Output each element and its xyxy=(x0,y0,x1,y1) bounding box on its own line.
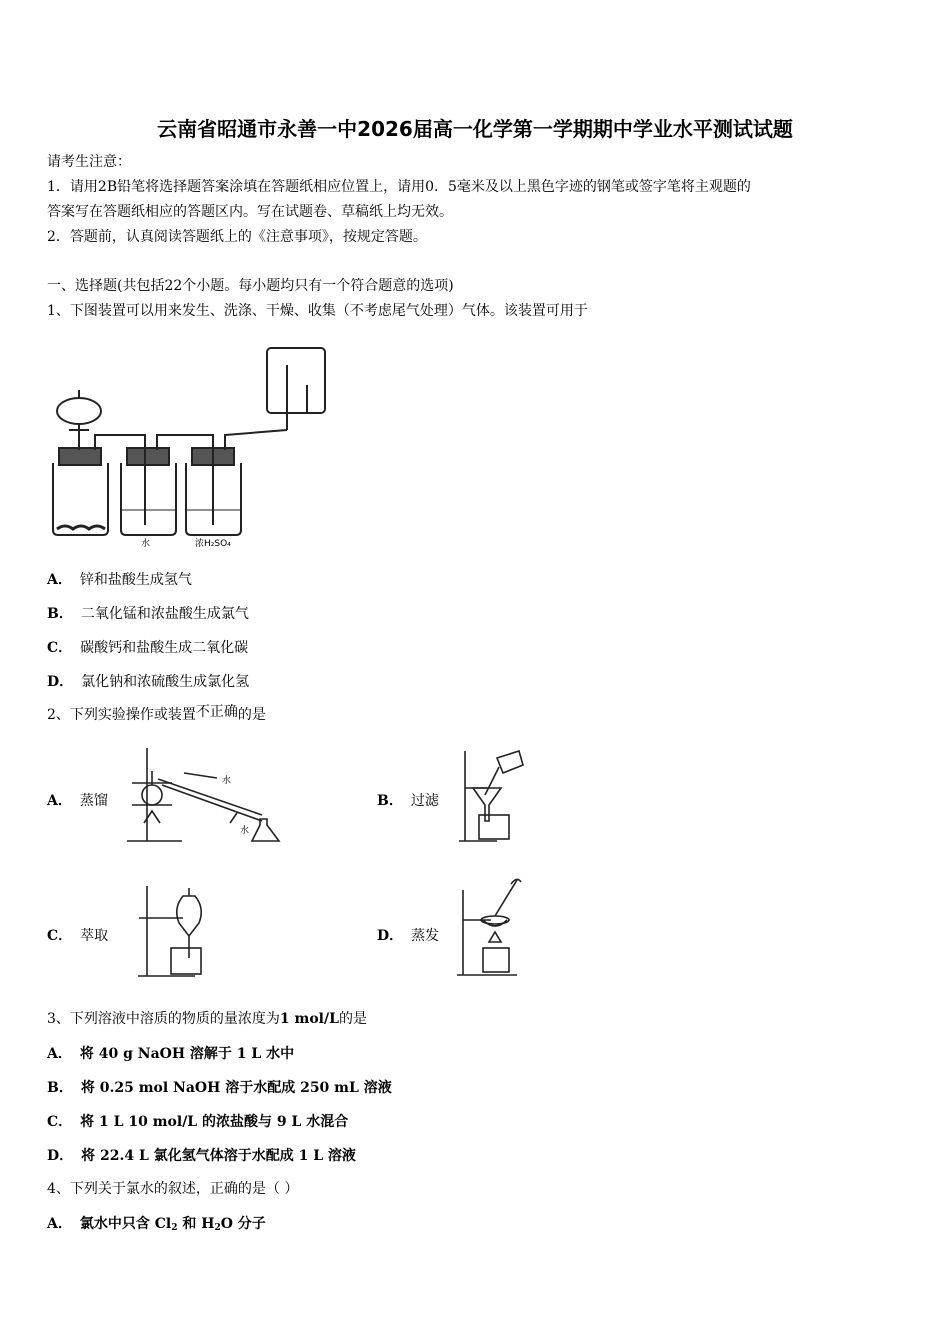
q3-option-c-text: 将 1 L 10 mol/L 的浓盐酸与 9 L 水混合 xyxy=(80,1114,349,1130)
q4-stem: 4、下列关于氯水的叙述，正确的是（ ） xyxy=(47,1181,299,1197)
q2-option-d-text: 蒸发 xyxy=(411,928,440,944)
q1-apparatus-figure xyxy=(45,345,335,550)
q2-distillation-figure xyxy=(122,743,287,848)
q2-option-d-label: D． xyxy=(377,928,404,944)
q2-figure-label-water-out: 水 xyxy=(240,826,250,836)
q3-option-d[interactable] xyxy=(47,1145,356,1165)
q3-stem-c: 的是 xyxy=(338,1011,367,1027)
q1-option-b[interactable] xyxy=(47,603,249,623)
notice-line-2: 2．答题前，认真阅读答题纸上的《注意事项》，按规定答题。 xyxy=(47,229,427,245)
q2-stem-emphasis: 不正确 xyxy=(195,704,238,720)
q2-stem-a: 2、下列实验操作或装置 xyxy=(47,707,196,723)
q1-option-a-label: A． xyxy=(47,572,72,588)
q3-option-a[interactable] xyxy=(47,1043,294,1063)
q2-option-b[interactable] xyxy=(377,790,439,810)
q4-option-a-text-3: O 分子 xyxy=(220,1216,266,1232)
q1-option-a[interactable] xyxy=(47,569,192,589)
q1-option-b-text: 二氧化锰和浓盐酸生成氯气 xyxy=(80,606,249,622)
q2-option-c-text: 萃取 xyxy=(80,928,109,944)
q2-filtration-figure xyxy=(457,743,527,848)
notice-line-1b: 答案写在答题纸相应的答题区内。写在试题卷、草稿纸上均无效。 xyxy=(47,204,453,220)
q1-option-d-text: 氯化钠和浓硫酸生成氯化氢 xyxy=(81,674,250,690)
q3-option-b-label: B． xyxy=(47,1080,73,1096)
q2-option-a[interactable] xyxy=(47,790,108,810)
q1-figure-label-water: 水 xyxy=(141,539,151,549)
page-title: 云南省昭通市永善一中2026届高一化学第一学期期中学业水平测试试题 xyxy=(157,117,793,141)
notice-line-1: 1．请用2B铅笔将选择题答案涂填在答题纸相应位置上，请用0．5毫米及以上黑色字迹的钢笔或签字笔将主观题的 xyxy=(47,179,751,195)
q4-option-a-label: A． xyxy=(47,1216,72,1232)
q4-option-a-text-1: 氯水中只含 Cl xyxy=(79,1216,172,1232)
q1-option-d[interactable] xyxy=(47,671,249,691)
q3-stem-concentration: 1 mol/L xyxy=(279,1011,339,1027)
q3-stem xyxy=(47,1009,367,1029)
q4-option-a[interactable] xyxy=(47,1213,266,1233)
q1-option-a-text: 锌和盐酸生成氢气 xyxy=(79,572,192,588)
q3-option-a-label: A． xyxy=(47,1046,72,1062)
q2-stem xyxy=(47,705,266,725)
q2-stem-c: 的是 xyxy=(237,707,266,723)
q2-figure-label-water-in: 水 xyxy=(222,776,232,786)
q1-option-d-label: D． xyxy=(47,674,74,690)
q1-option-b-label: B． xyxy=(47,606,73,622)
q3-option-c[interactable] xyxy=(47,1111,348,1131)
q2-evaporation-figure xyxy=(455,870,527,980)
q4-option-a-sub-2: 2 xyxy=(214,1223,221,1233)
notice-heading: 请考生注意： xyxy=(47,154,131,170)
q3-option-d-label: D． xyxy=(47,1148,74,1164)
q1-option-c[interactable] xyxy=(47,637,248,657)
section-heading: 一、选择题(共包括22个小题。每小题均只有一个符合题意的选项) xyxy=(47,278,454,294)
q3-option-c-label: C． xyxy=(47,1114,73,1130)
q1-figure-label-acid: 浓H₂SO₄ xyxy=(195,539,231,549)
q4-option-a-sub-1: 2 xyxy=(171,1223,178,1233)
q3-stem-a: 3、下列溶液中溶质的物质的量浓度为 xyxy=(47,1011,280,1027)
q2-option-b-text: 过滤 xyxy=(410,793,439,809)
q4-option-a-text-2: 和 H xyxy=(177,1216,215,1232)
q2-option-a-label: A． xyxy=(47,793,72,809)
q3-option-b[interactable] xyxy=(47,1077,392,1097)
q2-option-b-label: B． xyxy=(377,793,403,809)
q2-extraction-figure xyxy=(135,878,210,981)
q3-option-a-text: 将 40 g NaOH 溶解于 1 L 水中 xyxy=(79,1046,295,1062)
q2-option-c-label: C． xyxy=(47,928,73,944)
q1-stem: 1、下图装置可以用来发生、洗涤、干燥、收集（不考虑尾气处理）气体。该装置可用于 xyxy=(47,303,588,319)
q3-option-d-text: 将 22.4 L 氯化氢气体溶于水配成 1 L 溶液 xyxy=(81,1148,356,1164)
q1-option-c-text: 碳酸钙和盐酸生成二氧化碳 xyxy=(80,640,249,656)
q3-option-b-text: 将 0.25 mol NaOH 溶于水配成 250 mL 溶液 xyxy=(80,1080,392,1096)
q2-option-d[interactable] xyxy=(377,925,439,945)
q1-option-c-label: C． xyxy=(47,640,73,656)
q2-option-a-text: 蒸馏 xyxy=(79,793,108,809)
q2-option-c[interactable] xyxy=(47,925,108,945)
